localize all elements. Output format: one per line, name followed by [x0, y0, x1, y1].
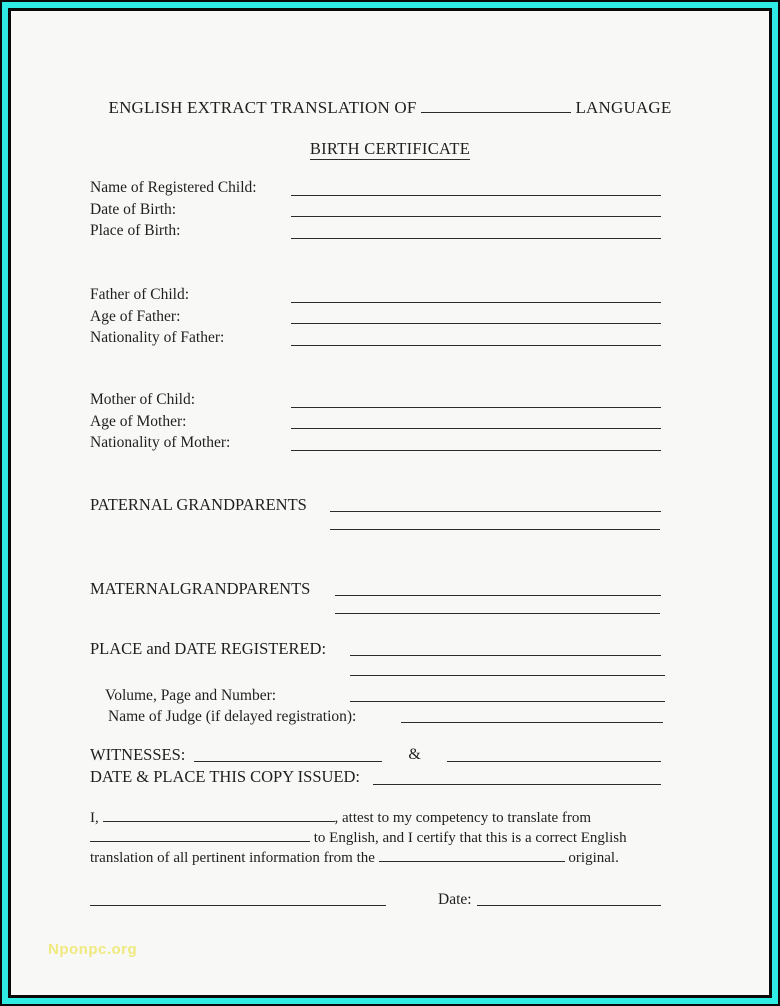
field-blank	[335, 595, 661, 596]
field-label: Date of Birth:	[90, 200, 177, 218]
cert-line2-suffix: to English, and I certify that this is a correct English	[313, 830, 627, 846]
field-row-name-of-registered-child	[90, 177, 661, 199]
copy-issued-blank	[373, 784, 661, 785]
signature-date-blank	[477, 905, 661, 906]
field-blank	[401, 722, 663, 723]
field-label: Age of Father:	[90, 307, 181, 325]
field-label: Father of Child:	[90, 285, 190, 303]
copy-issued-label: DATE & PLACE THIS COPY ISSUED:	[90, 767, 360, 786]
field-row-mother-of-child	[90, 389, 661, 411]
field-blank	[350, 701, 665, 702]
field-blank	[291, 216, 661, 217]
volume-page-number-label: Volume, Page and Number:	[105, 687, 277, 704]
maternal-grandparents-blank-2	[335, 613, 660, 614]
field-blank	[291, 302, 661, 303]
father-fields-group	[90, 284, 661, 349]
volume-page-number-row	[105, 686, 665, 705]
scan-border-accent	[2, 2, 778, 1004]
original-document-blank	[379, 850, 565, 862]
field-row-father-of-child	[90, 284, 661, 306]
judge-label: Name of Judge (if delayed registration):	[108, 708, 357, 725]
field-label: Nationality of Mother:	[90, 434, 231, 452]
field-row-age-of-father	[90, 306, 661, 328]
field-row-nationality-of-father	[90, 327, 661, 349]
language-blank	[421, 99, 571, 113]
witnesses-conjunction: &	[408, 746, 421, 763]
field-blank	[350, 655, 661, 656]
field-row-place-of-birth	[90, 220, 661, 242]
judge-row	[108, 707, 663, 726]
cert-line3-suffix: original.	[568, 850, 619, 866]
field-blank	[291, 323, 661, 324]
maternal-grandparents-label: MATERNALGRANDPARENTS	[90, 579, 311, 598]
certification-line-1	[90, 808, 668, 828]
field-label: Place of Birth:	[90, 222, 181, 240]
paternal-grandparents-label: PATERNAL GRANDPARENTS	[90, 495, 307, 514]
document-page	[11, 11, 769, 995]
field-blank	[291, 428, 661, 429]
signature-date-label: Date:	[438, 891, 472, 908]
cert-line1-suffix: , attest to my competency to translate from	[334, 810, 592, 826]
witness-blank-2	[447, 761, 661, 762]
document-title	[11, 98, 769, 118]
birth-certificate-heading: BIRTH CERTIFICATE	[309, 139, 471, 158]
document-heading	[11, 139, 769, 159]
cert-line3-prefix: translation of all pertinent information from the	[90, 850, 375, 866]
field-blank	[291, 345, 661, 346]
field-row-nationality-of-mother	[90, 432, 661, 454]
watermark-nponpc: Nponpc.org	[48, 941, 138, 958]
place-date-registered-blank-2	[350, 675, 665, 676]
field-row-date-of-birth	[90, 199, 661, 221]
field-label: Name of Registered Child:	[90, 178, 257, 196]
title-prefix: ENGLISH EXTRACT TRANSLATION OF	[108, 98, 417, 117]
field-row-age-of-mother	[90, 411, 661, 433]
certification-line-2	[90, 828, 668, 848]
field-blank	[291, 195, 661, 196]
source-language-blank	[90, 830, 310, 842]
translator-name-blank	[103, 810, 335, 822]
maternal-grandparents-row	[90, 579, 661, 599]
paternal-grandparents-row	[90, 495, 661, 515]
place-date-registered-label: PLACE and DATE REGISTERED:	[90, 639, 327, 658]
paternal-grandparents-blank-2	[330, 529, 660, 530]
field-blank	[330, 511, 661, 512]
field-label: Age of Mother:	[90, 412, 187, 430]
field-label: Mother of Child:	[90, 390, 196, 408]
signature-blank	[90, 905, 386, 906]
witness-blank-1	[194, 761, 382, 762]
signature-row	[90, 890, 661, 909]
field-blank	[291, 450, 661, 451]
copy-issued-row	[90, 765, 661, 788]
field-blank	[291, 238, 661, 239]
certification-paragraph	[90, 808, 668, 868]
scan-border-inner	[8, 8, 772, 998]
witnesses-label: WITNESSES:	[90, 745, 186, 764]
field-label: Nationality of Father:	[90, 329, 225, 347]
place-date-registered-row	[90, 639, 661, 659]
certification-line-3	[90, 848, 668, 868]
field-blank	[291, 407, 661, 408]
cert-line1-prefix: I,	[90, 810, 99, 826]
title-suffix: LANGUAGE	[575, 98, 672, 117]
child-fields-group	[90, 177, 661, 242]
mother-fields-group	[90, 389, 661, 454]
witnesses-row	[90, 744, 661, 788]
